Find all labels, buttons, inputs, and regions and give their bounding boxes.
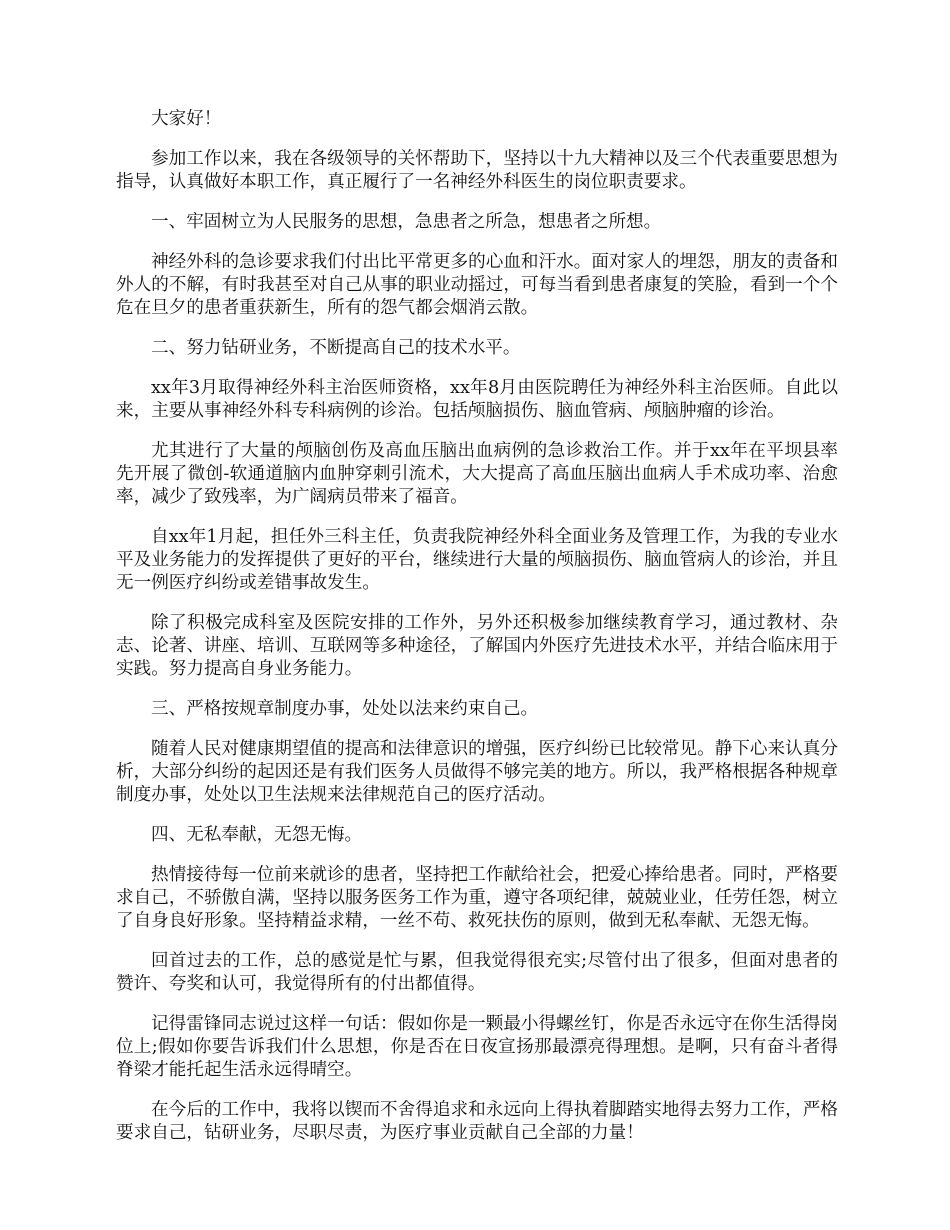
greeting: 大家好！ — [151, 109, 222, 129]
body-paragraph: 自xx年1月起，担任外三科主任，负责我院神经外科全面业务及管理工作，为我的专业水平及业务能力的发挥提供了更好的平台，继续进行大量的颅脑损伤、脑血管病人的诊治，并且无一例医疗纠纷或差错事故发生。 — [116, 527, 838, 593]
section-heading-2: 二、努力钻研业务，不断提高自己的技术水平。 — [151, 338, 521, 358]
intro-paragraph: 参加工作以来，我在各级领导的关怀帮助下，坚持以十九大精神以及三个代表重要思想为指导，认真做好本职工作，真正履行了一名神经外科医生的岗位职责要求。 — [116, 149, 838, 192]
section-heading-4: 四、无私奉献，无怨无悔。 — [151, 825, 363, 845]
body-paragraph: 回首过去的工作，总的感觉是忙与累，但我觉得很充实;尽管付出了很多，但面对患者的赞许、夸奖和认可，我觉得所有的付出都值得。 — [116, 951, 838, 994]
body-paragraph: xx年3月取得神经外科主治医师资格，xx年8月由医院聘任为神经外科主治医师。自此以来，主要从事神经外科专科病例的诊治。包括颅脑损伤、脑血管病、颅脑肿瘤的诊治。 — [116, 378, 838, 421]
document-body — [116, 108, 838, 1162]
section-heading-1: 一、牢固树立为人民服务的思想，急患者之所急，想患者之所想。 — [151, 212, 662, 232]
body-paragraph: 随着人民对健康期望值的提高和法律意识的增强，医疗纠纷已比较常见。静下心来认真分析，大部分纠纷的起因还是有我们医务人员做得不够完美的地方。所以，我严格根据各种规章制度办事，处处以卫生法规来法律规范自己的医疗活动。 — [116, 739, 838, 805]
body-paragraph: 除了积极完成科室及医院安排的工作外，另外还积极参加继续教育学习，通过教材、杂志、论著、讲座、培训、互联网等多种途径，了解国内外医疗先进技术水平，并结合临床用于实践。努力提高自身业务能力。 — [116, 613, 838, 679]
closing-paragraph: 在今后的工作中，我将以锲而不舍得追求和永远向上得执着脚踏实地得去努力工作，严格要求自己，钻研业务，尽职尽责，为医疗事业贡献自己全部的力量！ — [116, 1100, 838, 1143]
body-paragraph: 热情接待每一位前来就诊的患者，坚持把工作献给社会，把爱心捧给患者。同时，严格要求自己，不骄傲自满，坚持以服务医务工作为重，遵守各项纪律，兢兢业业，任劳任怨，树立了自身良好形象。坚持精益求精，一丝不苟、救死扶伤的原则，做到无私奉献、无怨无悔。 — [116, 865, 838, 931]
body-paragraph: 尤其进行了大量的颅脑创伤及高血压脑出血病例的急诊救治工作。并于xx年在平坝县率先开展了微创-软通道脑内血肿穿刺引流术，大大提高了高血压脑出血病人手术成功率、治愈率，减少了致残率，为广阔病员带来了福音。 — [116, 441, 838, 507]
body-paragraph: 神经外科的急诊要求我们付出比平常更多的心血和汗水。面对家人的埋怨，朋友的责备和外人的不解，有时我甚至对自己从事的职业动摇过，可每当看到患者康复的笑脸，看到一个个危在旦夕的患者重获新生，所有的怨气都会烟消云散。 — [116, 252, 838, 318]
section-heading-3: 三、严格按规章制度办事，处处以法来约束自己。 — [151, 699, 539, 719]
body-paragraph: 记得雷锋同志说过这样一句话：假如你是一颗最小得螺丝钉，你是否永远守在你生活得岗位上;假如你要告诉我们什么思想，你是否在日夜宣扬那最漂亮得理想。是啊，只有奋斗者得脊梁才能托起生活永远得晴空。 — [116, 1014, 838, 1080]
